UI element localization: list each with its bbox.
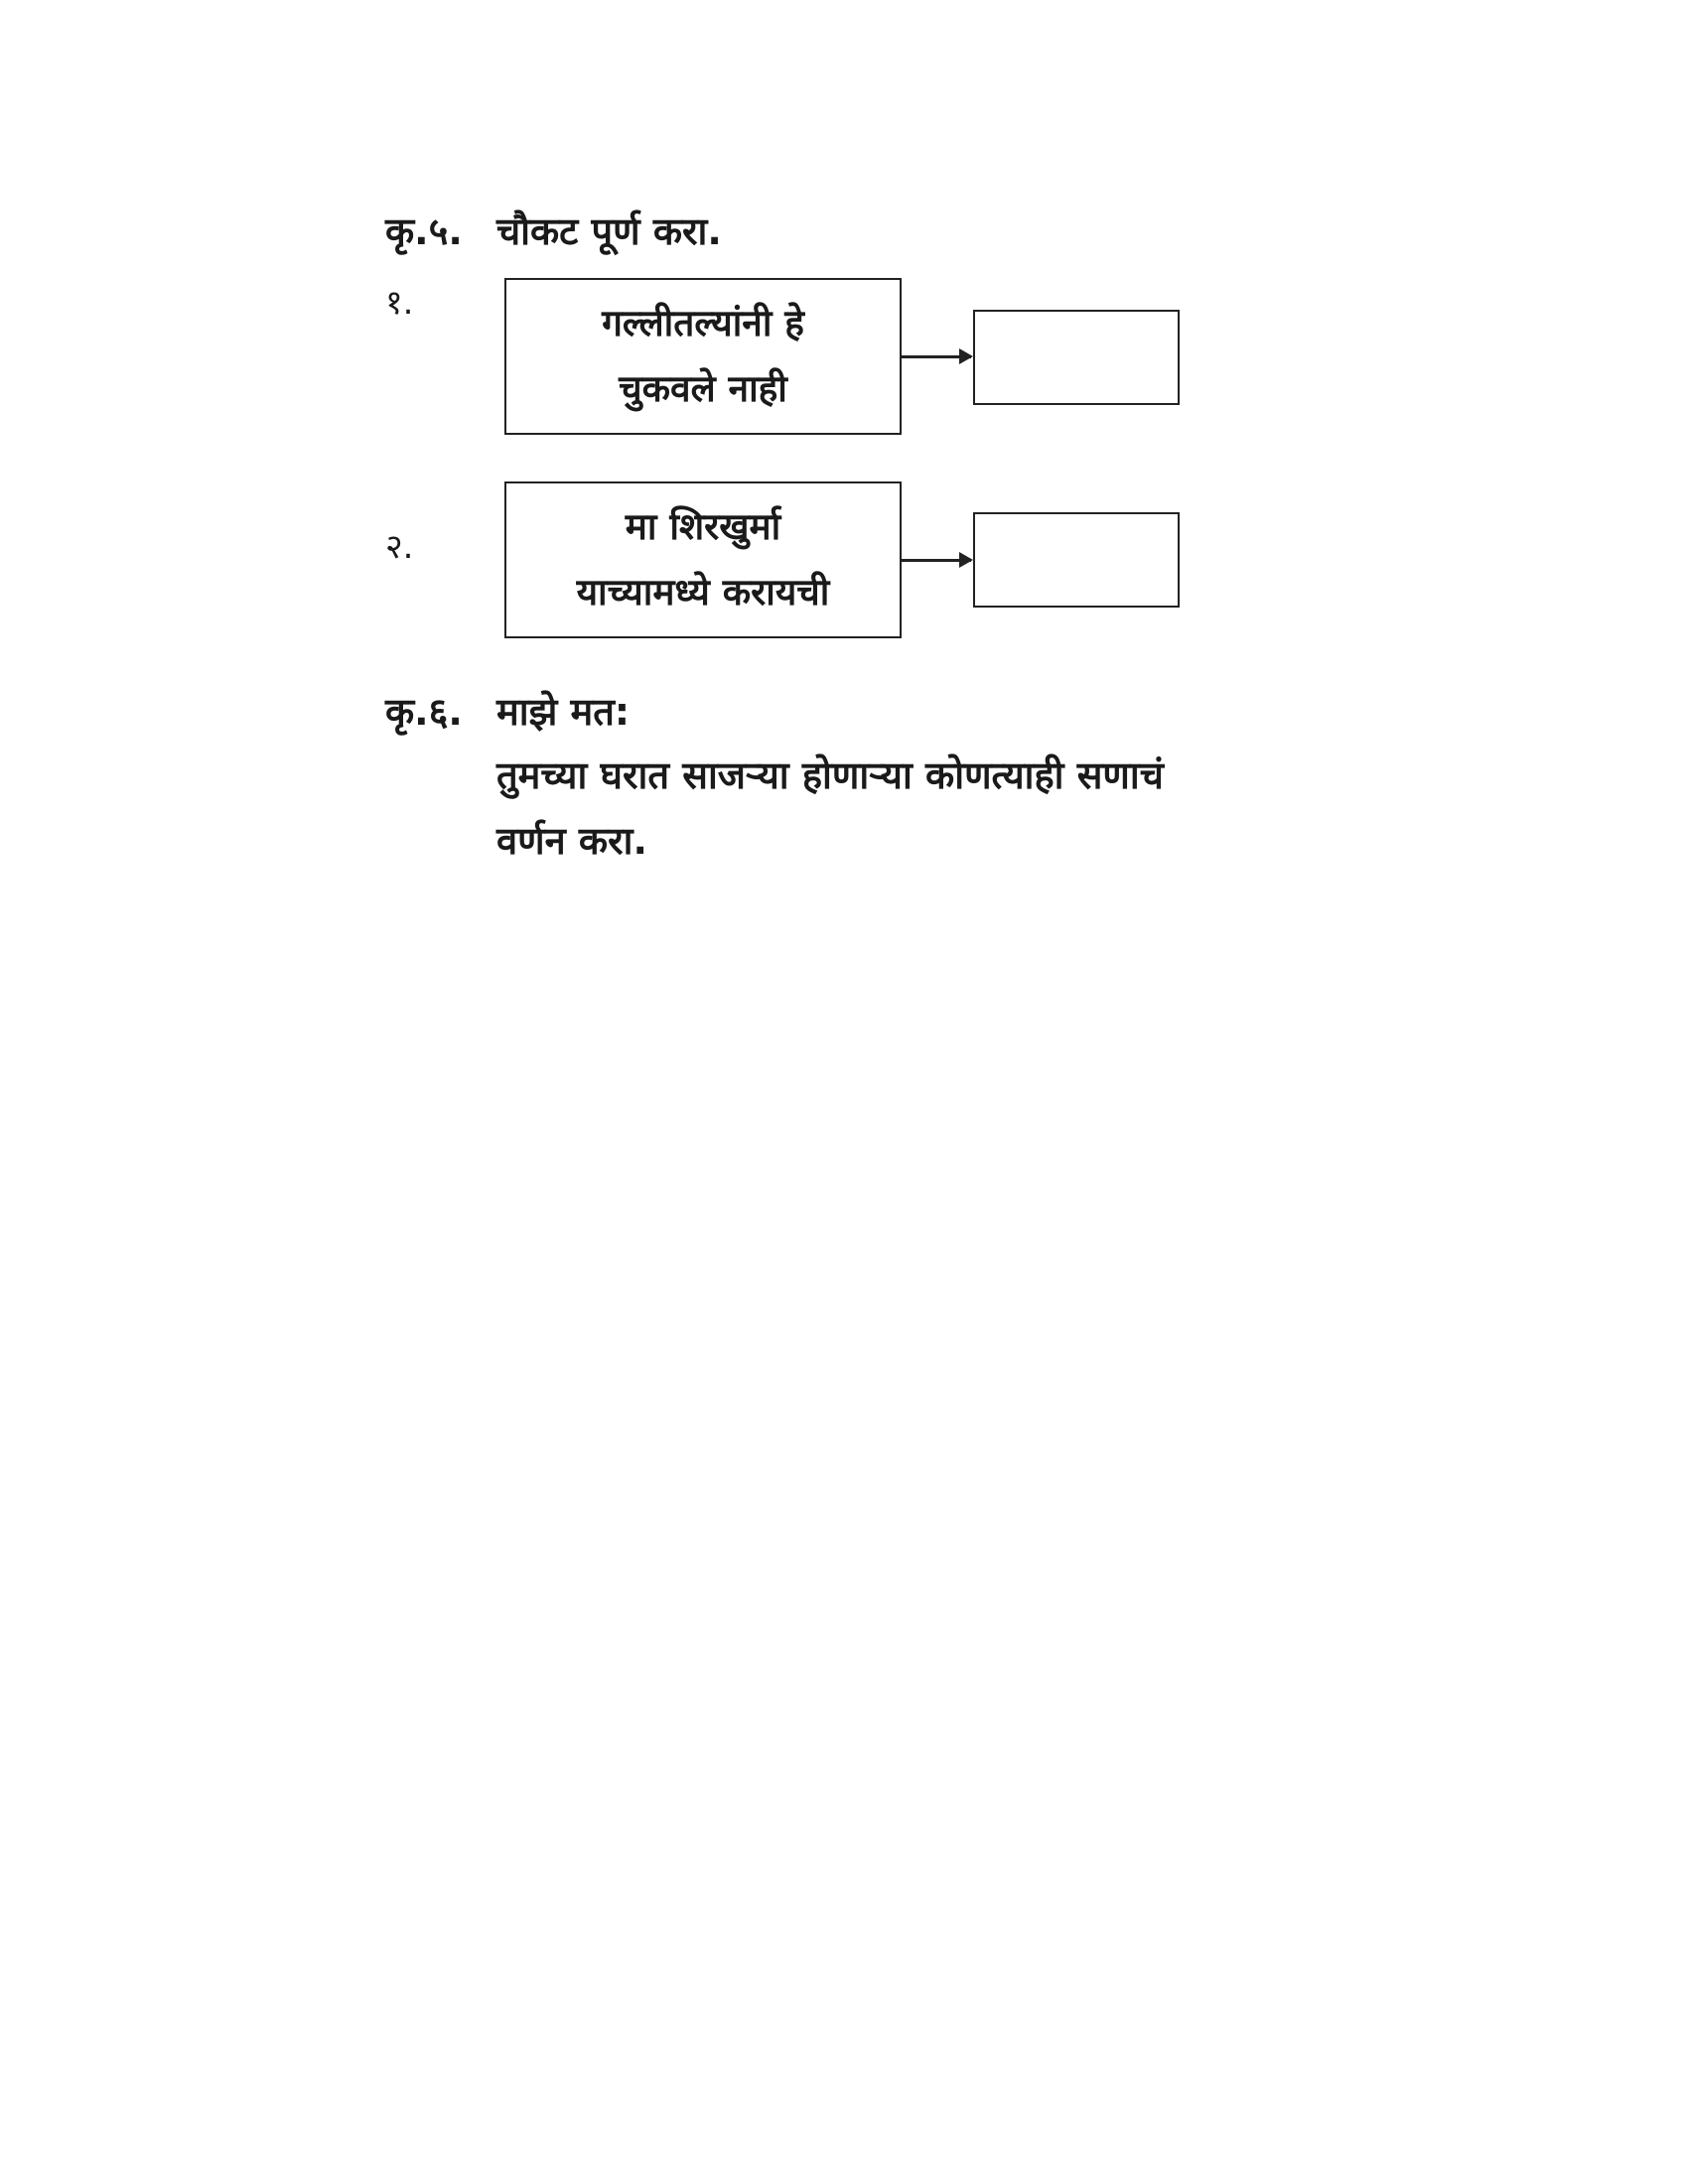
item-2-clue-line-1: मा शिरखुर्मा: [625, 505, 781, 548]
item-1-number: १.: [385, 283, 414, 323]
q5-title: चौकट पूर्ण करा.: [496, 209, 722, 253]
q6-number: कृ.६.: [385, 690, 463, 734]
item-2-clue-box: [504, 481, 902, 638]
q5-heading: [385, 205, 722, 256]
q6-prompt-line-1: तुमच्या घरात साजऱ्या होणाऱ्या कोणत्याही सणाचं: [496, 753, 1164, 797]
q5-number: कृ.५.: [385, 209, 463, 253]
q6-prompt-line-2: वर्णन करा.: [496, 819, 647, 863]
item-2-arrow: [902, 559, 971, 562]
q6-prompt: [496, 743, 1164, 874]
item-2-number: २.: [385, 527, 414, 567]
item-1-clue-line-1: गल्लीतल्यांनी हे: [602, 302, 804, 344]
q6-title: माझे मत:: [496, 690, 631, 734]
item-2-clue-line-2: याच्यामध्ये करायची: [576, 571, 830, 614]
item-1-clue-box: [504, 278, 902, 435]
item-1-clue-line-2: चुकवले नाही: [619, 367, 787, 410]
item-2-answer-box[interactable]: [973, 512, 1180, 608]
item-1-answer-box[interactable]: [973, 310, 1180, 405]
q6-heading: [385, 685, 630, 737]
item-1-arrow: [902, 355, 971, 358]
